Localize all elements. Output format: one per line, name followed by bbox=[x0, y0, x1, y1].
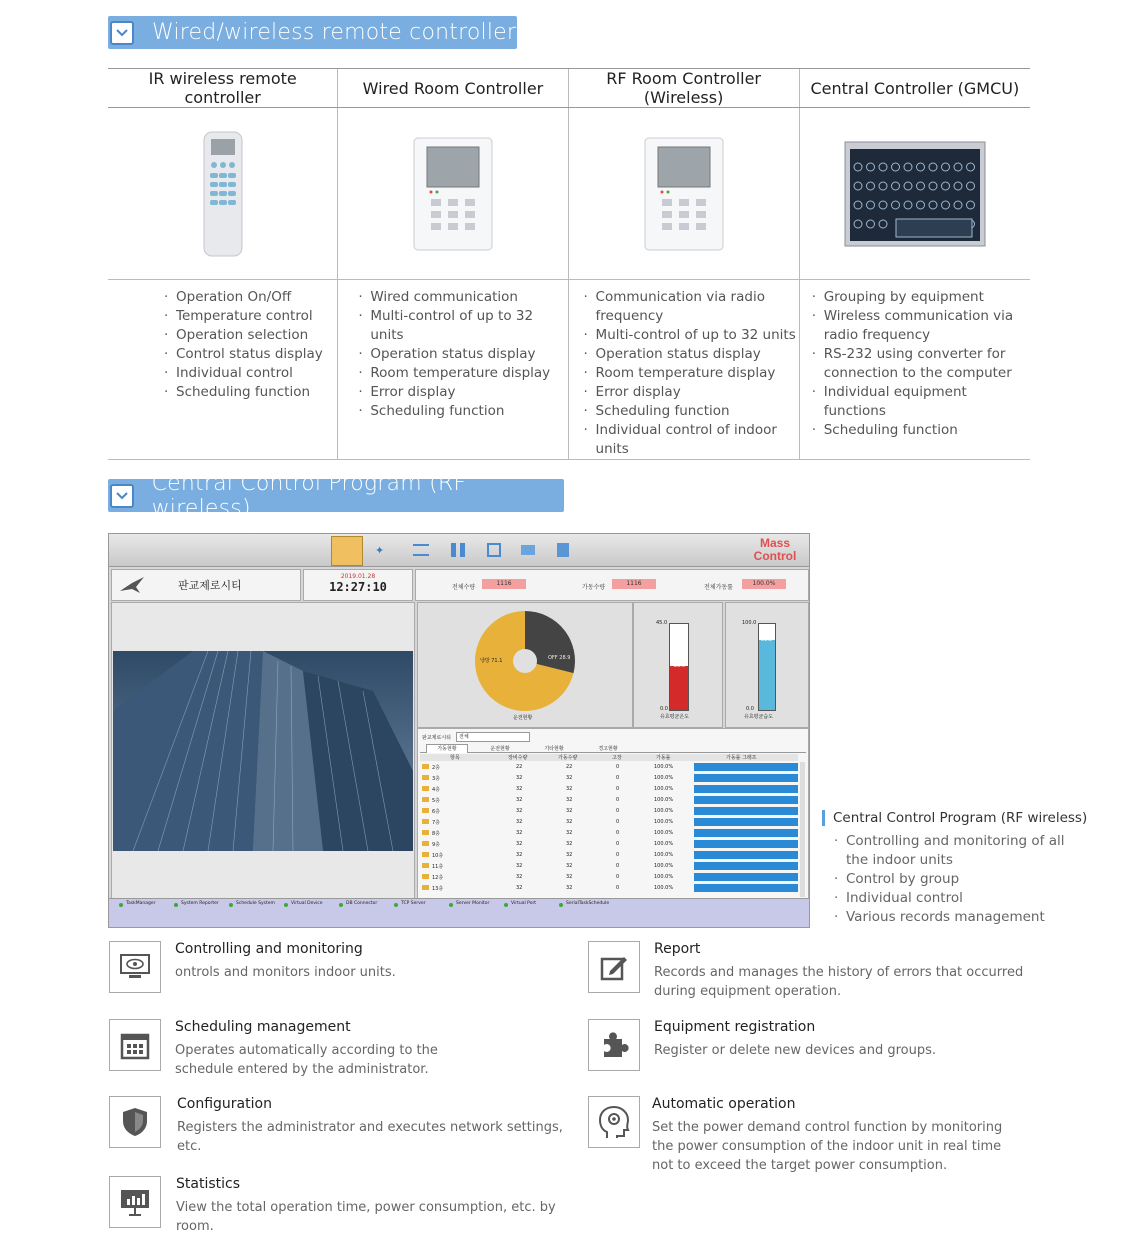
stat-value: 100.0% bbox=[742, 579, 786, 589]
filter-select[interactable]: 전체 bbox=[456, 732, 530, 742]
table-cell: 6층 bbox=[432, 809, 441, 815]
toolbar-icon[interactable] bbox=[413, 544, 429, 556]
table-row[interactable] bbox=[420, 817, 798, 827]
edit-report-icon bbox=[588, 941, 640, 993]
feature-item: · Control status display bbox=[160, 345, 337, 364]
table-cell: 0 bbox=[616, 819, 620, 825]
stats-panel bbox=[415, 569, 809, 601]
table-cell: 100.0% bbox=[654, 764, 674, 770]
tab-running[interactable]: 운전현황 bbox=[490, 746, 510, 752]
folder-icon bbox=[422, 764, 429, 769]
gauge-value: 81.2 bbox=[761, 637, 773, 643]
site-panel bbox=[111, 569, 301, 601]
shield-icon bbox=[109, 1096, 161, 1148]
table-row[interactable] bbox=[420, 773, 798, 783]
table-cell: 32 bbox=[516, 808, 523, 814]
table-cell: 100.0% bbox=[654, 786, 674, 792]
status-dot bbox=[504, 903, 508, 907]
table-cell: 100.0% bbox=[654, 841, 674, 847]
feature-item: · Multi-control of up to 32 units bbox=[580, 326, 799, 345]
table-cell: 12층 bbox=[432, 875, 444, 881]
feature-list bbox=[108, 280, 337, 402]
folder-icon bbox=[422, 830, 429, 835]
head-gear-icon bbox=[588, 1096, 640, 1148]
program-toolbar bbox=[109, 534, 809, 567]
table-row[interactable] bbox=[420, 883, 798, 893]
status-bar bbox=[109, 898, 809, 928]
feature-title: Automatic operation bbox=[652, 1096, 796, 1112]
rate-bar bbox=[694, 807, 798, 815]
site-name: 판교제로시티 bbox=[178, 579, 242, 592]
table-cell: 32 bbox=[566, 797, 573, 803]
filter-label: 판교제로시티 bbox=[422, 735, 451, 741]
status-dot bbox=[174, 903, 178, 907]
status-item[interactable]: Virtual Port bbox=[511, 901, 537, 906]
table-cell: 32 bbox=[566, 775, 573, 781]
rate-bar bbox=[694, 829, 798, 837]
controller-name: RF Room Controller (Wireless) bbox=[568, 69, 799, 108]
section-title: Wired/wireless remote controller bbox=[152, 20, 517, 45]
rate-bar bbox=[694, 862, 798, 870]
bar-chart-icon bbox=[109, 1176, 161, 1228]
status-item[interactable]: Schedule System bbox=[236, 901, 275, 906]
stat-label: 가동수량 bbox=[582, 584, 606, 591]
table-cell: 0 bbox=[616, 797, 620, 803]
central-controller-image bbox=[800, 108, 1030, 279]
folder-icon bbox=[422, 885, 429, 890]
table-cell: 32 bbox=[516, 775, 523, 781]
stat-value: 1116 bbox=[482, 579, 526, 589]
table-row[interactable] bbox=[420, 762, 798, 772]
folder-icon bbox=[422, 775, 429, 780]
feature-item: · Scheduling function bbox=[808, 421, 1030, 440]
table-cell: 4층 bbox=[432, 787, 441, 793]
rate-bar bbox=[694, 774, 798, 782]
status-item[interactable]: TCP Server bbox=[401, 901, 426, 906]
chevron-down-icon[interactable] bbox=[110, 21, 134, 45]
gauge-caption: 유효평균온도 bbox=[660, 714, 689, 720]
feature-item: · Individual equipment functions bbox=[808, 383, 1030, 421]
wired-controller-image bbox=[338, 108, 567, 279]
table-row[interactable] bbox=[420, 795, 798, 805]
table-cell: 0 bbox=[616, 841, 620, 847]
rate-bar bbox=[694, 763, 798, 771]
col-header: 장비수량 bbox=[508, 755, 528, 761]
table-cell: 9층 bbox=[432, 842, 441, 848]
feature-item: · Wired communication bbox=[354, 288, 567, 307]
feature-desc: Records and manages the history of errors that occurred during equipment operation. bbox=[654, 965, 1024, 999]
feature-item: · Room temperature display bbox=[580, 364, 799, 383]
summary-title: Central Control Program (RF wireless) bbox=[822, 810, 1122, 826]
table-cell: 32 bbox=[566, 863, 573, 869]
pie-label: OFF 28.9 bbox=[548, 655, 571, 661]
table-cell: 32 bbox=[566, 786, 573, 792]
status-item[interactable]: SerialTaskSchedule bbox=[566, 901, 610, 906]
feature-list bbox=[338, 280, 567, 421]
status-item[interactable]: Virtual Device bbox=[291, 901, 323, 906]
gauge-caption: 유효평균습도 bbox=[744, 714, 773, 720]
table-cell: 10층 bbox=[432, 853, 444, 859]
table-cell: 11층 bbox=[432, 864, 444, 870]
feature-item: · Temperature control bbox=[160, 307, 337, 326]
table-row[interactable] bbox=[420, 861, 798, 871]
gauge-panel-humidity bbox=[725, 602, 809, 728]
feature-desc: Register or delete new devices and groups. bbox=[654, 1043, 937, 1058]
table-cell: 32 bbox=[516, 797, 523, 803]
table-cell: 32 bbox=[516, 874, 523, 880]
table-row[interactable] bbox=[420, 828, 798, 838]
feature-list bbox=[569, 280, 799, 459]
table-cell: 32 bbox=[516, 786, 523, 792]
feature-item: · Multi-control of up to 32 units bbox=[354, 307, 567, 345]
clock-panel bbox=[303, 569, 413, 601]
table-cell: 0 bbox=[616, 808, 620, 814]
table-cell: 32 bbox=[516, 819, 523, 825]
summary-item: the indoor units bbox=[846, 852, 953, 868]
table-row[interactable] bbox=[420, 850, 798, 860]
feature-item: connection to the computer bbox=[823, 365, 1012, 381]
col-header: 가동률 그래프 bbox=[726, 755, 757, 761]
toolbar-icon[interactable] bbox=[487, 543, 501, 557]
feature-item: · Scheduling function bbox=[580, 402, 799, 421]
puzzle-icon bbox=[588, 1019, 640, 1071]
gauge-max: 45.0 bbox=[656, 620, 668, 626]
status-dot bbox=[339, 903, 343, 907]
table-cell: 5층 bbox=[432, 798, 441, 804]
feature-desc: Operates automatically according to the schedule entered by the administrator. bbox=[175, 1043, 438, 1077]
table-row[interactable] bbox=[420, 806, 798, 816]
status-item[interactable]: TaskManager bbox=[126, 901, 156, 906]
gauge-min: 0.0 bbox=[746, 706, 754, 712]
status-item[interactable]: Server Monitor bbox=[456, 901, 490, 906]
feature-item: · Communication via radio bbox=[580, 288, 799, 307]
status-dot bbox=[559, 903, 563, 907]
ir-remote-image bbox=[108, 108, 337, 279]
table-row[interactable] bbox=[420, 784, 798, 794]
pie-panel bbox=[417, 602, 633, 728]
feature-item: · Scheduling function bbox=[354, 402, 567, 421]
status-table-panel bbox=[417, 728, 809, 900]
stat-label: 전체가동률 bbox=[704, 584, 733, 591]
table-cell: 32 bbox=[566, 819, 573, 825]
table-cell: 0 bbox=[616, 885, 620, 891]
feature-title: Report bbox=[654, 941, 701, 957]
rate-bar bbox=[694, 796, 798, 804]
table-cell: 3층 bbox=[432, 776, 441, 782]
table-cell: 7층 bbox=[432, 820, 441, 826]
controller-label-panel bbox=[896, 219, 972, 237]
table-cell: 100.0% bbox=[654, 797, 674, 803]
table-cell: 32 bbox=[566, 808, 573, 814]
toolbar-icon[interactable] bbox=[557, 543, 569, 557]
table-cell: 13층 bbox=[432, 886, 444, 892]
feature-item: radio frequency bbox=[823, 327, 931, 343]
feature-desc: View the total operation time, power consumption, etc. by room. bbox=[176, 1200, 556, 1234]
table-cell: 32 bbox=[566, 874, 573, 880]
feature-item: · Operation status display bbox=[354, 345, 567, 364]
section-header-program bbox=[108, 470, 564, 521]
section-header-controllers bbox=[108, 16, 517, 49]
feature-title: Equipment registration bbox=[654, 1019, 816, 1035]
folder-icon bbox=[422, 786, 429, 791]
table-cell: 0 bbox=[616, 863, 620, 869]
feature-list bbox=[800, 280, 1030, 440]
table-cell: 32 bbox=[516, 852, 523, 858]
feature-title: Configuration bbox=[177, 1096, 272, 1112]
col-header: 항목 bbox=[450, 755, 460, 761]
table-cell: 100.0% bbox=[654, 852, 674, 858]
folder-icon bbox=[422, 819, 429, 824]
feature-item: · Individual control of indoor units bbox=[580, 421, 799, 459]
pie-chart bbox=[418, 603, 632, 727]
scrollbar[interactable] bbox=[800, 762, 805, 897]
toolbar-icon[interactable] bbox=[521, 545, 535, 555]
table-cell: 32 bbox=[566, 841, 573, 847]
gauge-min: 0.0 bbox=[660, 706, 668, 712]
table-cell: 32 bbox=[566, 885, 573, 891]
toolbar-icon[interactable] bbox=[451, 543, 465, 557]
rate-bar bbox=[694, 884, 798, 892]
tab-bar bbox=[420, 743, 806, 753]
status-item[interactable]: System Reporter bbox=[181, 901, 219, 906]
folder-icon bbox=[422, 874, 429, 879]
table-cell: 8층 bbox=[432, 831, 441, 837]
table-cell: 100.0% bbox=[654, 874, 674, 880]
table-cell: 100.0% bbox=[654, 808, 674, 814]
table-cell: 32 bbox=[516, 841, 523, 847]
summary-item: · Control by group bbox=[834, 870, 1122, 889]
table-cell: 100.0% bbox=[654, 885, 674, 891]
gauge-fill bbox=[670, 666, 688, 710]
table-cell: 100.0% bbox=[654, 830, 674, 836]
folder-icon bbox=[422, 852, 429, 857]
home-button[interactable] bbox=[331, 536, 363, 566]
feature-item: · Operation On/Off bbox=[160, 288, 337, 307]
table-cell: 32 bbox=[566, 830, 573, 836]
tab-operation[interactable]: 가동현황 bbox=[426, 744, 468, 753]
controller-name: Central Controller (GMCU) bbox=[799, 69, 1030, 108]
table-cell: 0 bbox=[616, 852, 620, 858]
table-cell: 2층 bbox=[432, 765, 441, 771]
bird-logo-icon bbox=[118, 575, 146, 595]
time-text: 12:27:10 bbox=[329, 580, 387, 594]
feature-item: · Operation status display bbox=[580, 345, 799, 364]
monitor-eye-icon bbox=[109, 941, 161, 993]
gauge-panel-temp bbox=[633, 602, 723, 728]
rate-bar bbox=[694, 873, 798, 881]
status-dot bbox=[449, 903, 453, 907]
section-title: Central Control Program (RF wireless) bbox=[151, 470, 467, 521]
table-cell: 0 bbox=[616, 874, 620, 880]
calendar-icon bbox=[109, 1019, 161, 1071]
status-dot bbox=[394, 903, 398, 907]
controller-table bbox=[108, 68, 1030, 460]
logo: Mass Control bbox=[753, 536, 797, 563]
feature-item: · Individual control bbox=[160, 364, 337, 383]
table-cell: 0 bbox=[616, 775, 620, 781]
toolbar-icon[interactable]: ✦ bbox=[375, 544, 385, 557]
feature-item: · Grouping by equipment bbox=[808, 288, 1030, 307]
summary-item: · Individual control bbox=[834, 889, 1122, 908]
table-cell: 0 bbox=[616, 786, 620, 792]
status-dot bbox=[119, 903, 123, 907]
controller-name: IR wireless remote controller bbox=[108, 69, 338, 108]
stat-label: 전체수량 bbox=[452, 584, 476, 591]
folder-icon bbox=[422, 863, 429, 868]
rate-bar bbox=[694, 818, 798, 826]
status-item[interactable]: DB Connector bbox=[346, 901, 378, 906]
feature-title: Scheduling management bbox=[175, 1019, 351, 1035]
pie-label: 냉방 71.1 bbox=[480, 658, 503, 664]
gauge-value: 23.0 bbox=[674, 663, 686, 669]
rate-bar bbox=[694, 840, 798, 848]
table-cell: 32 bbox=[516, 885, 523, 891]
controller-name: Wired Room Controller bbox=[338, 69, 568, 108]
feature-item: · Error display bbox=[354, 383, 567, 402]
table-cell: 22 bbox=[516, 764, 523, 770]
feature-desc: ontrols and monitors indoor units. bbox=[175, 965, 396, 980]
col-header: 가동률 bbox=[656, 755, 671, 761]
rate-bar bbox=[694, 785, 798, 793]
col-header: 가동수량 bbox=[558, 755, 578, 761]
folder-icon bbox=[422, 797, 429, 802]
summary-list bbox=[834, 832, 1122, 927]
table-row[interactable] bbox=[420, 839, 798, 849]
col-header: 고장 bbox=[612, 755, 622, 761]
rf-controller-image bbox=[569, 108, 799, 279]
table-cell: 100.0% bbox=[654, 775, 674, 781]
table-cell: 32 bbox=[566, 852, 573, 858]
feature-desc: Set the power demand control function by monitoring the power consumption of the indoor unit in real time not to exceed the target power consumption. bbox=[652, 1120, 1003, 1173]
feature-item: frequency bbox=[595, 308, 664, 324]
folder-icon bbox=[422, 841, 429, 846]
program-summary bbox=[822, 810, 1122, 927]
feature-item: · RS-232 using converter for bbox=[808, 345, 1030, 364]
feature-title: Statistics bbox=[176, 1176, 240, 1192]
stat-value: 1116 bbox=[612, 579, 656, 589]
feature-item: · Room temperature display bbox=[354, 364, 567, 383]
feature-item: · Error display bbox=[580, 383, 799, 402]
summary-item: · Various records management bbox=[834, 908, 1122, 927]
summary-item: · Controlling and monitoring of all bbox=[834, 832, 1122, 851]
status-dot bbox=[229, 903, 233, 907]
table-cell: 100.0% bbox=[654, 819, 674, 825]
program-screenshot bbox=[108, 533, 810, 928]
table-header bbox=[420, 754, 798, 761]
feature-title: Controlling and monitoring bbox=[175, 941, 363, 957]
table-cell: 100.0% bbox=[654, 863, 674, 869]
tab-other[interactable]: 기타현황 bbox=[544, 746, 564, 752]
chevron-down-icon[interactable] bbox=[110, 484, 134, 508]
folder-icon bbox=[422, 808, 429, 813]
gauge-max: 100.0 bbox=[742, 620, 757, 626]
building-photo bbox=[111, 602, 415, 910]
rate-bar bbox=[694, 851, 798, 859]
table-cell: 22 bbox=[566, 764, 573, 770]
table-row[interactable] bbox=[420, 872, 798, 882]
feature-item: · Scheduling function bbox=[160, 383, 337, 402]
pie-caption: 운전현황 bbox=[513, 715, 533, 721]
status-dot bbox=[284, 903, 288, 907]
table-cell: 32 bbox=[516, 830, 523, 836]
tab-warning[interactable]: 경고현황 bbox=[598, 746, 618, 752]
table-cell: 0 bbox=[616, 830, 620, 836]
feature-item: · Wireless communication via bbox=[808, 307, 1030, 326]
gauge-fill bbox=[759, 640, 775, 710]
date-text: 2019.01.28 bbox=[340, 573, 376, 580]
table-cell: 32 bbox=[516, 863, 523, 869]
table-cell: 0 bbox=[616, 764, 620, 770]
feature-desc: Registers the administrator and executes network settings, etc. bbox=[177, 1120, 563, 1154]
feature-item: · Operation selection bbox=[160, 326, 337, 345]
